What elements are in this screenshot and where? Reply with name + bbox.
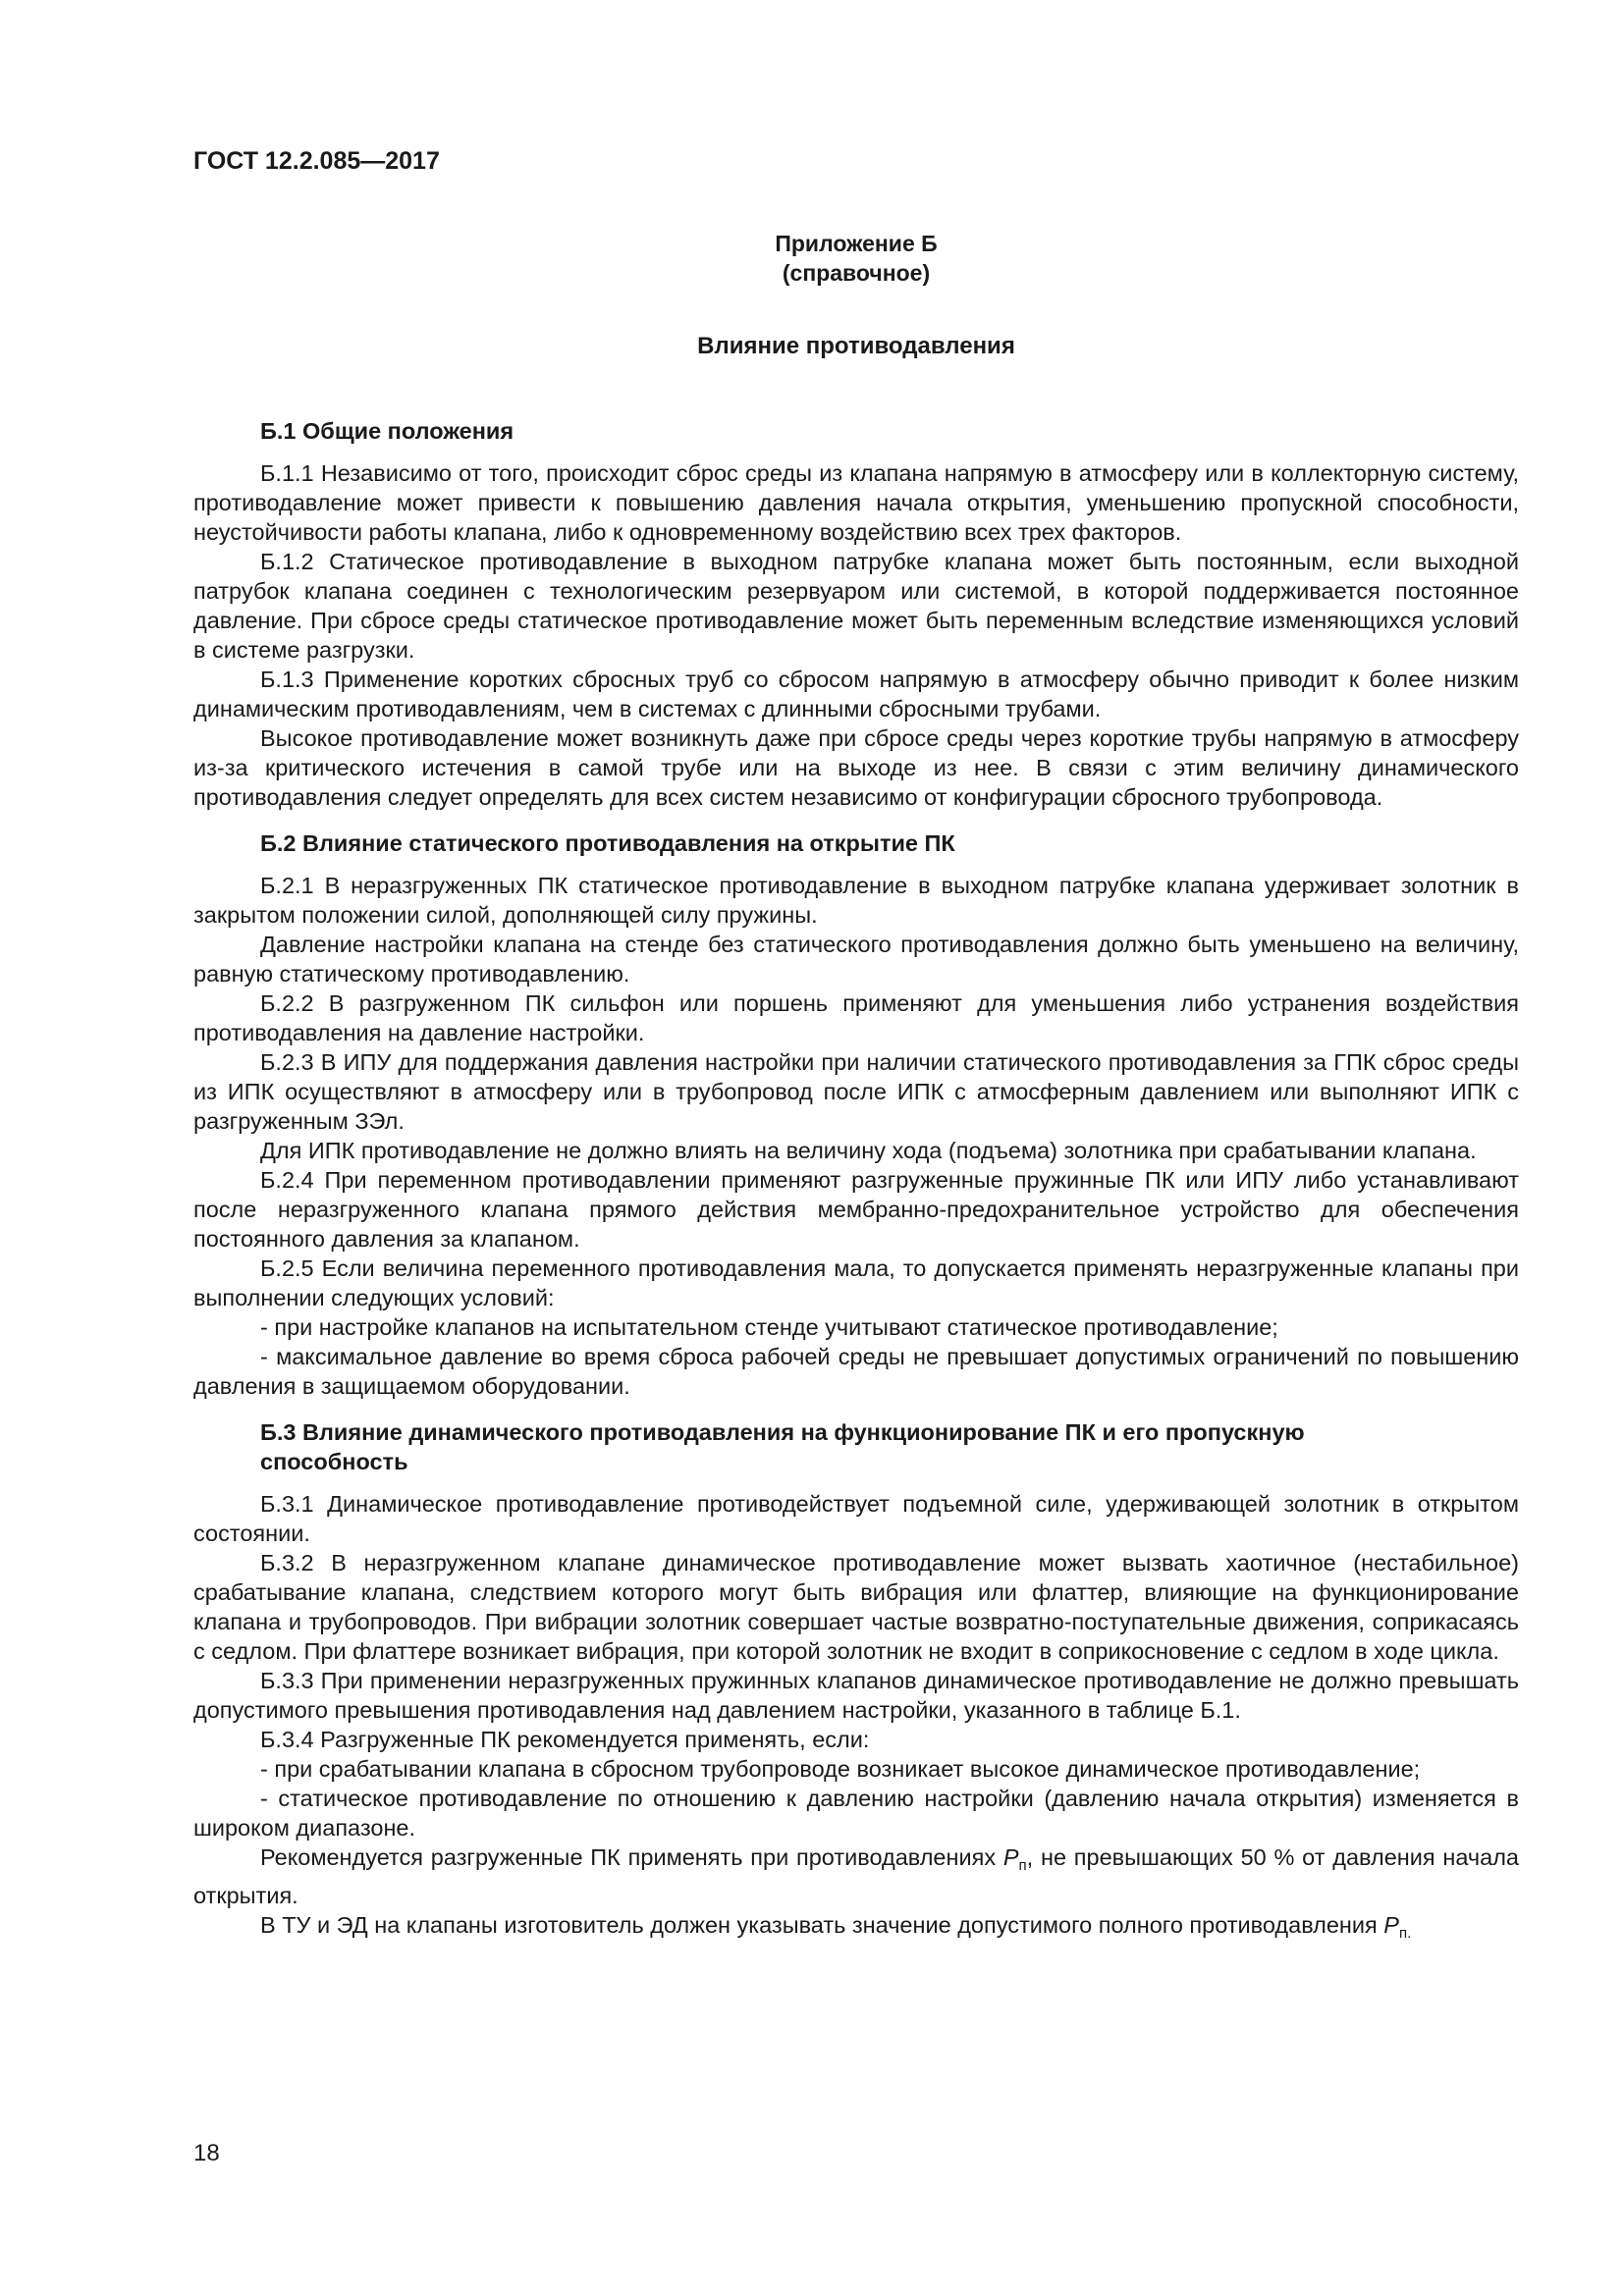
paragraph-b2-1-note: Давление настройки клапана на стенде без статического противодавления должно быть уменьшено на величину, равную статическому противодавлению.	[193, 932, 1519, 987]
paragraph-b2-1: Б.2.1 В неразгруженных ПК статическое противодавление в выходном патрубке клапана удерживает золотник в закрытом положении силой, дополняющей силу пружины.	[193, 873, 1519, 928]
list-item-b2-5-2: - максимальное давление во время сброса рабочей среды не превышает допустимых ограничений по повышению давления в защищаемом оборудовании.	[193, 1344, 1519, 1399]
list-item-b2-5-1: - при настройке клапанов на испытательном стенде учитывают статическое противодавление;	[260, 1314, 1278, 1340]
paragraph-b2-4: Б.2.4 При переменном противодавлении применяют разгруженные пружинные ПК или ИПУ либо устанавливают после неразгруженного клапана прямого действия мембранно-предохранительное устройство для обеспечения постоянного давления за клапаном.	[193, 1167, 1519, 1252]
annex-title: Влияние противодавления	[697, 333, 1015, 359]
paragraph-b2-3: Б.2.3 В ИПУ для поддержания давления настройки при наличии статического противодавления за ГПК сброс среды из ИПК осуществляют в атмосферу или в трубопровод после ИПК с атмосферным давлением или выполняют ИПК с разгруженным ЗЭл.	[193, 1049, 1519, 1134]
paragraph-b3-recommendation: Рекомендуется разгруженные ПК применять при противодавлениях $P_п$, не превышающих 50 % от давления начала открытия.	[193, 1844, 1519, 1908]
annex-label: Приложение Б	[775, 231, 938, 256]
document-body	[193, 416, 1519, 1949]
paragraph-b3-manufacturer: В ТУ и ЭД на клапаны изготовитель должен указывать значение допустимого полного противодавления $P_{п.}$	[260, 1912, 1412, 1942]
paragraph-b1-1: Б.1.1 Независимо от того, происходит сброс среды из клапана напрямую в атмосферу или в коллекторную систему, противодавление может привести к повышению давления начала открытия, уменьшению пропускной способности, неустойчивости работы клапана, либо к одновременному воздействию всех трех факторов.	[193, 460, 1519, 545]
annex-type: (справочное)	[782, 260, 931, 286]
symbol-p: P	[1002, 1844, 1019, 1870]
paragraph-b1-2: Б.1.2 Статическое противодавление в выходном патрубке клапана может быть постоянным, если выходной патрубок клапана соединен с технологическим резервуаром или системой, в которой поддерживается постоянное давление. При сбросе среды статическое противодавление может быть переменным вследствие изменяющихся условий в системе разгрузки.	[193, 549, 1519, 663]
symbol-p: P	[1383, 1912, 1399, 1938]
paragraph-b2-5: Б.2.5 Если величина переменного противодавления мала, то допускается применять неразгруженные клапаны при выполнении следующих условий:	[193, 1255, 1519, 1310]
paragraph-b2-2: Б.2.2 В разгруженном ПК сильфон или поршень применяют для уменьшения либо устранения воздействия противодавления на давление настройки.	[193, 990, 1519, 1045]
section-heading-b3-line2: способность	[260, 1449, 408, 1474]
section-heading-b1: Б.1 Общие положения	[260, 418, 514, 444]
section-heading-b2: Б.2 Влияние статического противодавления на открытие ПК	[260, 830, 955, 856]
page-number: 18	[193, 2140, 220, 2166]
section-heading-b3	[193, 1417, 1519, 1476]
document-code: ГОСТ 12.2.085—2017	[193, 147, 440, 175]
symbol-subscript: п.	[1398, 1925, 1412, 1942]
list-item-b3-4-2: - статическое противодавление по отношению к давлению настройки (давлению начала открытия) изменяется в широком диапазоне.	[193, 1786, 1519, 1841]
paragraph-b1-3: Б.1.3 Применение коротких сбросных труб со сбросом напрямую в атмосферу обычно приводит к более низким динамическим противодавлениям, чем в системах с длинными сбросными трубами.	[193, 667, 1519, 721]
paragraph-b3-2: Б.3.2 В неразгруженном клапане динамическое противодавление может вызвать хаотичное (нестабильное) срабатывание клапана, следствием которого могут быть вибрация или флаттер, влияющие на функционирование клапана и трубопроводов. При вибрации золотник совершает частые возвратно-поступательные движения, соприкасаясь с седлом. При флаттере возникает вибрация, при которой золотник не входит в соприкосновение с седлом в ходе цикла.	[193, 1550, 1519, 1664]
paragraph-b3-3: Б.3.3 При применении неразгруженных пружинных клапанов динамическое противодавление не должно превышать допустимого превышения противодавления над давлением настройки, указанного в таблице Б.1.	[193, 1668, 1519, 1723]
paragraph-b3-1: Б.3.1 Динамическое противодавление противодействует подъемной силе, удерживающей золотник в открытом состоянии.	[193, 1491, 1519, 1546]
section-heading-b3-line1: Б.3 Влияние динамического противодавления на функционирование ПК и его пропускную	[260, 1419, 1305, 1445]
paragraph-b1-4: Высокое противодавление может возникнуть даже при сбросе среды через короткие трубы напрямую в атмосферу из-за критического истечения в самой трубе или на выходе из нее. В связи с этим величину динамического противодавления следует определять для всех систем независимо от конфигурации сбросного трубопровода.	[193, 725, 1519, 810]
paragraph-b3-4: Б.3.4 Разгруженные ПК рекомендуется применять, если:	[260, 1727, 870, 1752]
list-item-b3-4-1: - при срабатывании клапана в сбросном трубопроводе возникает высокое динамическое противодавление;	[260, 1756, 1421, 1782]
paragraph-b2-3-note: Для ИПК противодавление не должно влиять на величину хода (подъема) золотника при срабатывании клапана.	[260, 1138, 1477, 1163]
symbol-subscript: п	[1018, 1857, 1027, 1874]
annex-heading	[193, 229, 1519, 288]
